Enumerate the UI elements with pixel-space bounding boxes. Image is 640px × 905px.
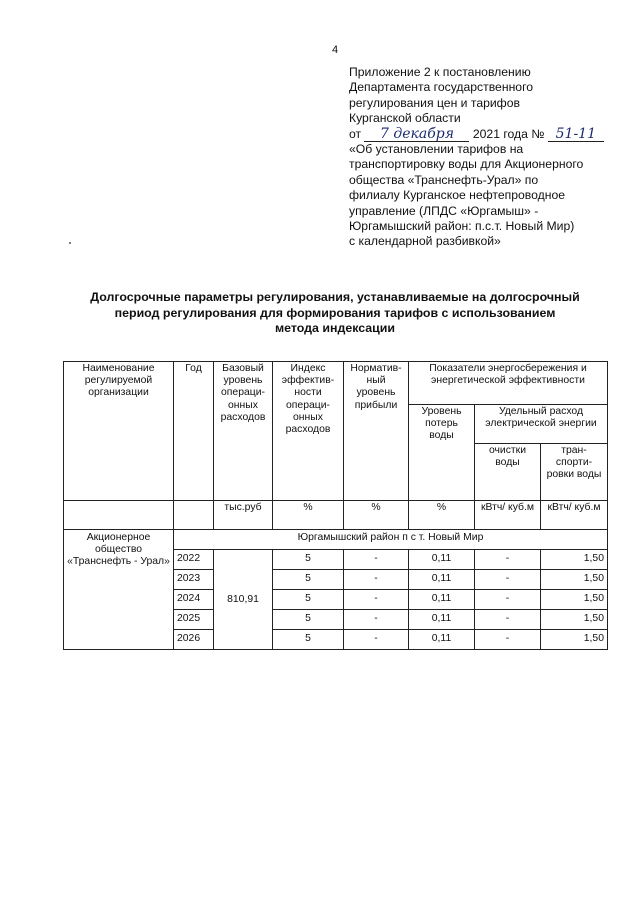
transport-cell: 1,50 (541, 610, 608, 630)
index-cell: 5 (273, 610, 344, 630)
header-base: Базовый уровень операци-онных расходов (214, 362, 273, 501)
header-org: Наименование регулируемой организации (64, 362, 174, 501)
annex-line: регулирования цен и тарифов (349, 95, 520, 110)
title-line: Долгосрочные параметры регулирования, устанавливаемые на долгосрочный (90, 290, 580, 304)
index-cell: 5 (273, 590, 344, 610)
year-cell: 2023 (174, 570, 214, 590)
document-title (60, 290, 610, 337)
units-row (64, 501, 608, 530)
handwritten-date: 7 декабря (364, 127, 469, 142)
losses-cell: 0,11 (409, 610, 475, 630)
header-energy: Показатели энергосбережения и энергетической эффективности (409, 362, 608, 405)
date-prefix: от (349, 126, 362, 141)
page-number: 4 (332, 44, 339, 56)
header-losses: Уровень потерь воды (409, 405, 475, 501)
transport-cell: 1,50 (541, 590, 608, 610)
unit-transport: кВтч/ куб.м (541, 501, 608, 530)
profit-cell: - (344, 550, 409, 570)
profit-cell: - (344, 630, 409, 650)
year-cell: 2024 (174, 590, 214, 610)
annex-subject-line: с календарной разбивкой» (349, 234, 501, 249)
losses-cell: 0,11 (409, 570, 475, 590)
region-cell: Юргамышский район п с т. Новый Мир (174, 530, 608, 550)
cleaning-cell: - (475, 550, 541, 570)
unit-cleaning: кВтч/ куб.м (475, 501, 541, 530)
year-cell: 2025 (174, 610, 214, 630)
scan-speck (69, 242, 71, 244)
annex-subject-line: общества «Транснефть-Урал» по (349, 172, 539, 187)
unit-profit: % (344, 501, 409, 530)
annex-block (349, 65, 611, 250)
cleaning-cell: - (475, 630, 541, 650)
annex-subject-line: филиалу Курганское нефтепроводное (349, 188, 566, 203)
base-value-cell: 810,91 (214, 550, 273, 650)
annex-subject-line: «Об установлении тарифов на (349, 142, 524, 157)
index-cell: 5 (273, 550, 344, 570)
annex-subject-line: управление (ЛПДС «Юргамыш» - (349, 203, 539, 218)
header-transport: тран-спорти-ровки воды (541, 444, 608, 501)
profit-cell: - (344, 610, 409, 630)
profit-cell: - (344, 590, 409, 610)
annex-line: Приложение 2 к постановлению (349, 65, 531, 79)
annex-line: Департамента государственного (349, 80, 534, 95)
cleaning-cell: - (475, 570, 541, 590)
unit-losses: % (409, 501, 475, 530)
losses-cell: 0,11 (409, 630, 475, 650)
header-year: Год (174, 362, 214, 501)
transport-cell: 1,50 (541, 550, 608, 570)
organization-cell: Акционерное общество «Транснефть - Урал» (64, 530, 174, 650)
year-cell: 2026 (174, 630, 214, 650)
header-specific: Удельный расход электрической энергии (475, 405, 608, 444)
annex-subject-line: транспортировку воды для Акционерного (349, 157, 584, 172)
losses-cell: 0,11 (409, 550, 475, 570)
transport-cell: 1,50 (541, 570, 608, 590)
title-line: период регулирования для формирования тарифов с использованием (114, 305, 556, 320)
header-cleaning: очистки воды (475, 444, 541, 501)
losses-cell: 0,11 (409, 590, 475, 610)
unit-empty (174, 501, 214, 530)
header-profit: Норматив-ный уровень прибыли (344, 362, 409, 501)
year-cell: 2022 (174, 550, 214, 570)
index-cell: 5 (273, 570, 344, 590)
cleaning-cell: - (475, 610, 541, 630)
annex-subject-line: Юргамышский район: п.с.т. Новый Мир) (349, 219, 575, 234)
profit-cell: - (344, 570, 409, 590)
unit-index: % (273, 501, 344, 530)
transport-cell: 1,50 (541, 630, 608, 650)
unit-empty (64, 501, 174, 530)
index-cell: 5 (273, 630, 344, 650)
cleaning-cell: - (475, 590, 541, 610)
year-text: 2021 года № (472, 126, 545, 141)
annex-line: Курганской области (349, 111, 461, 126)
parameters-table (63, 361, 608, 650)
handwritten-number: 51-11 (548, 127, 604, 142)
title-line: метода индексации (274, 321, 396, 335)
header-index: Индекс эффектив-ности операци-онных расходов (273, 362, 344, 501)
annex-date-line (349, 127, 611, 142)
unit-base: тыс.руб (214, 501, 273, 530)
